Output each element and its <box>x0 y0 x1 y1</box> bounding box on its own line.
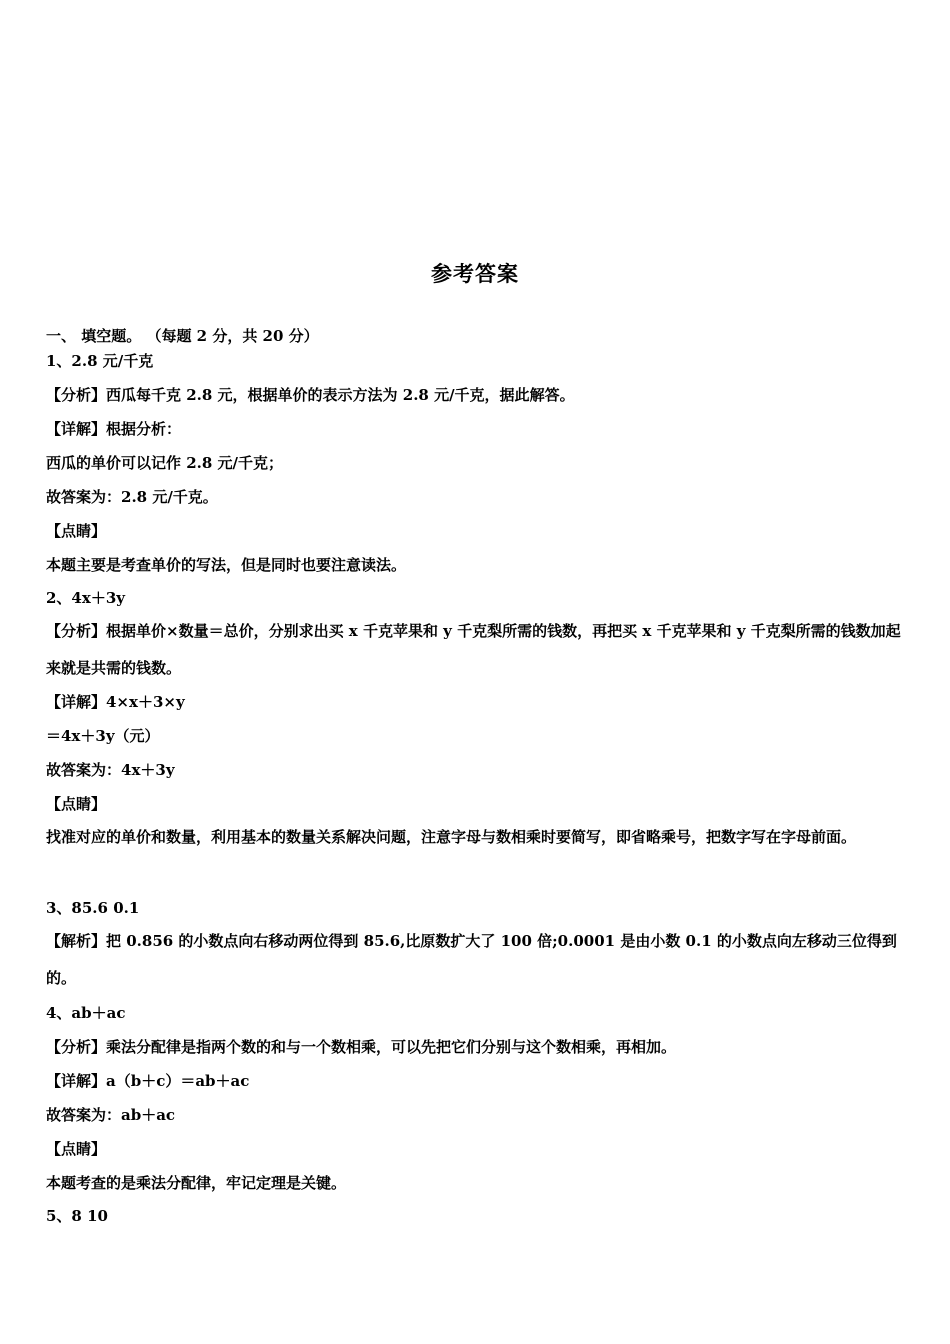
answer-3-explanation: 【解析】把 0.856 的小数点向右移动两位得到 85.6,比原数扩大了 100 倍;0.0001 是由小数 0.1 的小数点向左移动三位得到的。 <box>46 932 897 987</box>
answer-2-result: 故答案为：4x＋3y <box>46 761 175 779</box>
page-title: 参考答案 <box>431 261 519 286</box>
answer-4-analysis: 【分析】乘法分配律是指两个数的和与一个数相乘，可以先把它们分别与这个数相乘，再相加。 <box>46 1038 677 1056</box>
answer-2-detail-line: ＝4x＋3y（元） <box>46 727 160 745</box>
answer-2-detail: 【详解】4×x＋3×y <box>46 693 185 711</box>
answer-5-heading: 5、8 10 <box>46 1207 108 1225</box>
answer-1-comment: 本题主要是考查单价的写法，但是同时也要注意读法。 <box>46 556 407 574</box>
answer-2-comment-label: 【点睛】 <box>46 795 107 813</box>
answer-2-heading: 2、4x＋3y <box>46 589 125 607</box>
answer-3-heading: 3、85.6 0.1 <box>46 899 140 917</box>
answer-1-comment-label: 【点睛】 <box>46 522 107 540</box>
answer-4-heading: 4、ab＋ac <box>46 1004 126 1022</box>
answer-1-detail-line: 西瓜的单价可以记作 2.8 元/千克； <box>46 454 284 472</box>
answer-1-heading: 1、2.8 元/千克 <box>46 352 154 370</box>
answer-4-comment-label: 【点睛】 <box>46 1140 107 1158</box>
answer-2-comment: 找准对应的单价和数量，利用基本的数量关系解决问题，注意字母与数相乘时要简写，即省略乘号，把数字写在字母前面。 <box>46 828 857 846</box>
answer-1-result: 故答案为：2.8 元/千克。 <box>46 488 218 506</box>
answer-4-result: 故答案为：ab＋ac <box>46 1106 176 1124</box>
answer-1-detail: 【详解】根据分析： <box>46 420 182 438</box>
answer-2-analysis: 【分析】根据单价×数量＝总价，分别求出买 x 千克苹果和 y 千克梨所需的钱数，再把买 x 千克苹果和 y 千克梨所需的钱数加起来就是共需的钱数。 <box>46 622 901 677</box>
answer-1-analysis: 【分析】西瓜每千克 2.8 元，根据单价的表示方法为 2.8 元/千克，据此解答。 <box>46 386 575 404</box>
answer-4-detail: 【详解】a（b＋c）＝ab＋ac <box>46 1072 250 1090</box>
section-heading: 一、 填空题。 （每题 2 分，共 20 分） <box>46 327 319 345</box>
answer-4-comment: 本题考查的是乘法分配律，牢记定理是关键。 <box>46 1174 347 1192</box>
